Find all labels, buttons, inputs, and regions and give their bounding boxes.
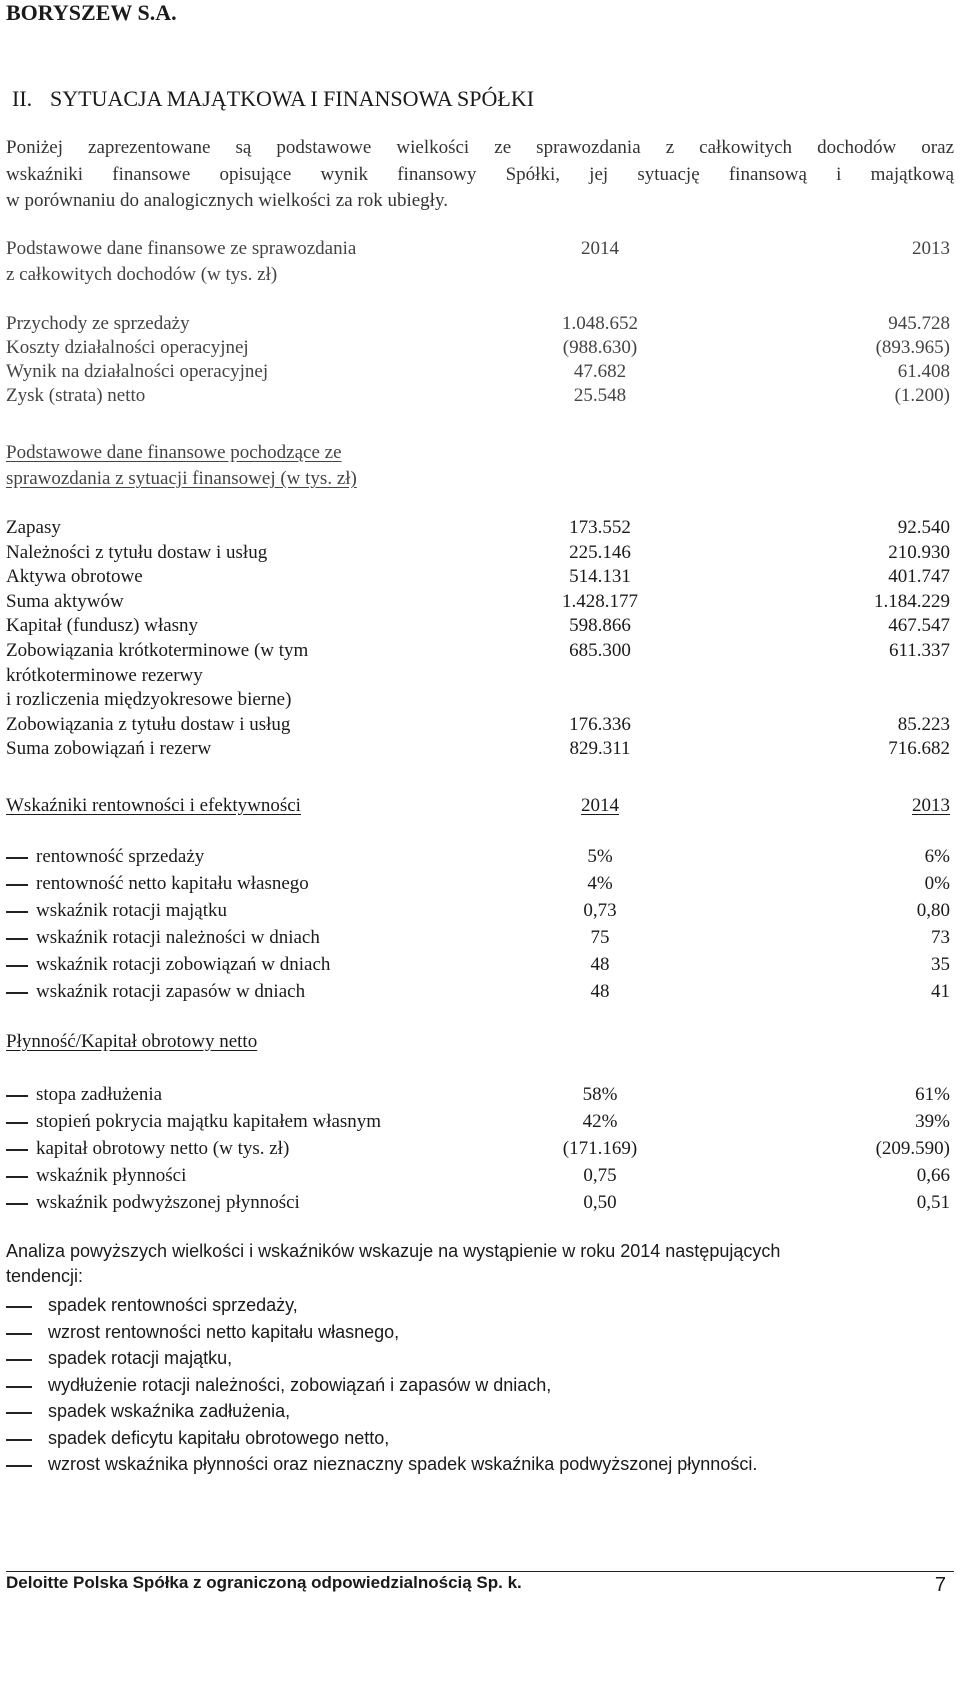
- bullet-dash-icon: [6, 1412, 32, 1414]
- intro-line: wskaźniki finansowe opisujące wynik finansowy Spółki, jej sytuację finansową i majątkową: [6, 163, 954, 185]
- intro-line: w porównaniu do analogicznych wielkości za rok ubiegły.: [6, 190, 448, 211]
- balance-row-label: Kapitał (fundusz) własny: [6, 615, 199, 637]
- analysis-intro-line2: tendencji:: [6, 1266, 84, 1286]
- liquidity-row-label: stopa zadłużenia: [36, 1084, 163, 1105]
- bullet-dash-icon: [6, 1439, 32, 1441]
- balance-row-value-2014: 173.552: [569, 517, 631, 538]
- ratios-year-2013: 2013: [912, 795, 950, 816]
- ratio-row-value-2013: 6%: [924, 846, 950, 867]
- ratios-heading: Wskaźniki rentowności i efektywności: [6, 795, 301, 816]
- income-row-value-2014: 25.548: [573, 385, 627, 406]
- section-title: [12, 86, 534, 112]
- bullet-dash-icon: [6, 1333, 32, 1335]
- liquidity-row-label: stopień pokrycia majątku kapitałem własnym: [36, 1111, 382, 1132]
- ratio-row-value-2014: 75: [590, 927, 610, 948]
- dash-marker-icon: [6, 1095, 28, 1097]
- ratio-row-value-2013: 73: [931, 927, 950, 948]
- dash-marker-icon: [6, 857, 28, 859]
- bullet-dash-icon: [6, 1386, 32, 1388]
- balance-row-label: Należności z tytułu dostaw i usług: [6, 541, 268, 563]
- balance-row-label: krótkoterminowe rezerwy: [6, 664, 203, 686]
- income-year-2013: 2013: [912, 238, 950, 259]
- balance-row-label: Zobowiązania krótkoterminowe (w tym: [6, 640, 309, 661]
- ratio-row-value-2013: 0,80: [916, 900, 950, 921]
- dash-marker-icon: [6, 938, 28, 940]
- ratio-row-value-2014: 0,73: [583, 900, 617, 921]
- liquidity-row-value-2013: (209.590): [875, 1138, 950, 1159]
- balance-row-value-2013: 401.747: [888, 566, 950, 588]
- bullet-dash-icon: [6, 1465, 32, 1467]
- dash-marker-icon: [6, 1176, 28, 1178]
- company-header: BORYSZEW S.A.: [6, 0, 177, 25]
- income-heading-line2: z całkowitych dochodów (w tys. zł): [6, 264, 278, 285]
- analysis-bullet-item: wydłużenie rotacji należności, zobowiązań i zapasów w dniach,: [48, 1374, 552, 1395]
- balance-heading-line1: Podstawowe dane finansowe pochodzące ze: [6, 442, 342, 463]
- dash-marker-icon: [6, 884, 28, 886]
- analysis-bullet-item: wzrost wskaźnika płynności oraz nieznaczny spadek wskaźnika podwyższonej płynności.: [48, 1454, 758, 1474]
- ratio-row-label: wskaźnik rotacji majątku: [36, 900, 227, 921]
- ratio-row-label: wskaźnik rotacji zapasów w dniach: [36, 981, 306, 1002]
- liquidity-row-label: wskaźnik podwyższonej płynności: [36, 1192, 300, 1213]
- bullet-dash-icon: [6, 1359, 32, 1361]
- dash-marker-icon: [6, 1149, 28, 1151]
- ratio-row-value-2014: 48: [590, 981, 610, 1002]
- balance-heading-line2: sprawozdania z sytuacji finansowej (w tys. zł): [6, 468, 357, 489]
- ratio-row-label: wskaźnik rotacji zobowiązań w dniach: [36, 954, 331, 975]
- section-title-text: SYTUACJA MAJĄTKOWA I FINANSOWA SPÓŁKI: [50, 86, 535, 111]
- section-number: II.: [12, 86, 33, 111]
- balance-row-value-2014: 514.131: [569, 566, 631, 588]
- dash-marker-icon: [6, 911, 28, 913]
- balance-row-value-2013: 716.682: [888, 738, 950, 760]
- ratio-row-value-2013: 41: [931, 981, 950, 1002]
- analysis-bullet-item: spadek wskaźnika zadłużenia,: [48, 1401, 291, 1421]
- analysis-bullet-item: spadek deficytu kapitału obrotowego netto,: [48, 1427, 390, 1448]
- income-row-label: Wynik na działalności operacyjnej: [6, 361, 269, 382]
- liquidity-heading: Płynność/Kapitał obrotowy netto: [6, 1031, 258, 1052]
- income-row-label: Przychody ze sprzedaży: [6, 313, 190, 334]
- liquidity-row-value-2013: 0,51: [916, 1192, 950, 1213]
- liquidity-row-value-2013: 61%: [915, 1084, 950, 1105]
- income-row-value-2013: (893.965): [875, 337, 950, 358]
- income-year-2014: 2014: [581, 238, 619, 259]
- balance-row-label: Suma aktywów: [6, 590, 124, 612]
- balance-row-value-2013: 611.337: [888, 640, 950, 661]
- balance-row-value-2013: 85.223: [897, 713, 950, 735]
- analysis-bullet-item: spadek rentowności sprzedaży,: [48, 1295, 298, 1315]
- income-row-value-2014: (988.630): [562, 337, 638, 358]
- balance-row-value-2013: 1.184.229: [874, 590, 950, 612]
- income-heading-line1: Podstawowe dane finansowe ze sprawozdania: [6, 238, 357, 259]
- liquidity-row-value-2013: 0,66: [916, 1165, 950, 1186]
- balance-row-label: Zobowiązania z tytułu dostaw i usług: [6, 713, 291, 735]
- balance-row-label: i rozliczenia międzyokresowe bierne): [6, 689, 292, 711]
- income-row-value-2013: 61.408: [897, 361, 950, 382]
- liquidity-row-label: kapitał obrotowy netto (w tys. zł): [36, 1138, 290, 1159]
- ratio-row-value-2014: 48: [590, 954, 610, 975]
- dash-marker-icon: [6, 1203, 28, 1205]
- balance-row-value-2014: 829.311: [569, 738, 631, 760]
- balance-row-value-2014: 225.146: [569, 541, 631, 563]
- balance-row-value-2014: 685.300: [569, 640, 631, 661]
- balance-row-label: Aktywa obrotowe: [6, 566, 143, 588]
- liquidity-row-value-2014: 58%: [582, 1084, 618, 1105]
- ratios-year-2014: 2014: [581, 795, 619, 816]
- analysis-bullet-item: wzrost rentowności netto kapitału własnego,: [48, 1321, 400, 1342]
- income-row-value-2014: 47.682: [573, 361, 627, 382]
- income-row-label: Zysk (strata) netto: [6, 385, 146, 406]
- ratio-row-value-2014: 5%: [587, 846, 613, 867]
- balance-row-value-2014: 1.428.177: [562, 590, 638, 612]
- income-row-label: Koszty działalności operacyjnej: [6, 337, 249, 358]
- income-row-value-2013: (1.200): [894, 385, 950, 406]
- income-row-value-2013: 945.728: [888, 313, 950, 334]
- balance-row-value-2013: 92.540: [897, 517, 950, 538]
- liquidity-row-value-2014: 0,50: [583, 1192, 617, 1213]
- intro-line: Poniżej zaprezentowane są podstawowe wielkości ze sprawozdania z całkowitych dochodów oraz: [6, 137, 954, 158]
- footer-divider: [6, 1571, 954, 1572]
- balance-row-value-2013: 467.547: [888, 615, 950, 637]
- ratio-row-label: wskaźnik rotacji należności w dniach: [36, 927, 320, 948]
- ratio-row-label: rentowność sprzedaży: [36, 846, 205, 867]
- dash-marker-icon: [6, 1122, 28, 1124]
- page-number: 7: [934, 1574, 946, 1596]
- dash-marker-icon: [6, 965, 28, 967]
- income-row-value-2014: 1.048.652: [562, 313, 638, 334]
- ratio-row-value-2013: 35: [931, 954, 950, 975]
- analysis-intro-line1: Analiza powyższych wielkości i wskaźników wskazuje na wystąpienie w roku 2014 następujących: [6, 1241, 781, 1261]
- balance-row-value-2013: 210.930: [888, 541, 950, 563]
- liquidity-row-value-2014: 42%: [582, 1111, 618, 1132]
- intro-paragraph: [6, 135, 954, 215]
- liquidity-row-label: wskaźnik płynności: [36, 1165, 187, 1186]
- analysis-bullet-item: spadek rotacji majątku,: [48, 1348, 233, 1368]
- balance-row-label: Zapasy: [6, 517, 61, 538]
- ratio-row-label: rentowność netto kapitału własnego: [36, 873, 309, 894]
- balance-row-value-2014: 176.336: [569, 713, 631, 735]
- balance-row-value-2014: 598.866: [569, 615, 631, 637]
- liquidity-row-value-2014: (171.169): [562, 1138, 638, 1159]
- balance-row-label: Suma zobowiązań i rezerw: [6, 738, 212, 760]
- dash-marker-icon: [6, 992, 28, 994]
- ratio-row-value-2013: 0%: [924, 873, 950, 894]
- liquidity-row-value-2014: 0,75: [583, 1165, 617, 1186]
- liquidity-row-value-2013: 39%: [915, 1111, 950, 1132]
- ratio-row-value-2014: 4%: [587, 873, 613, 894]
- bullet-dash-icon: [6, 1306, 32, 1308]
- footer-text: Deloitte Polska Spółka z ograniczoną odpowiedzialnością Sp. k.: [6, 1573, 522, 1592]
